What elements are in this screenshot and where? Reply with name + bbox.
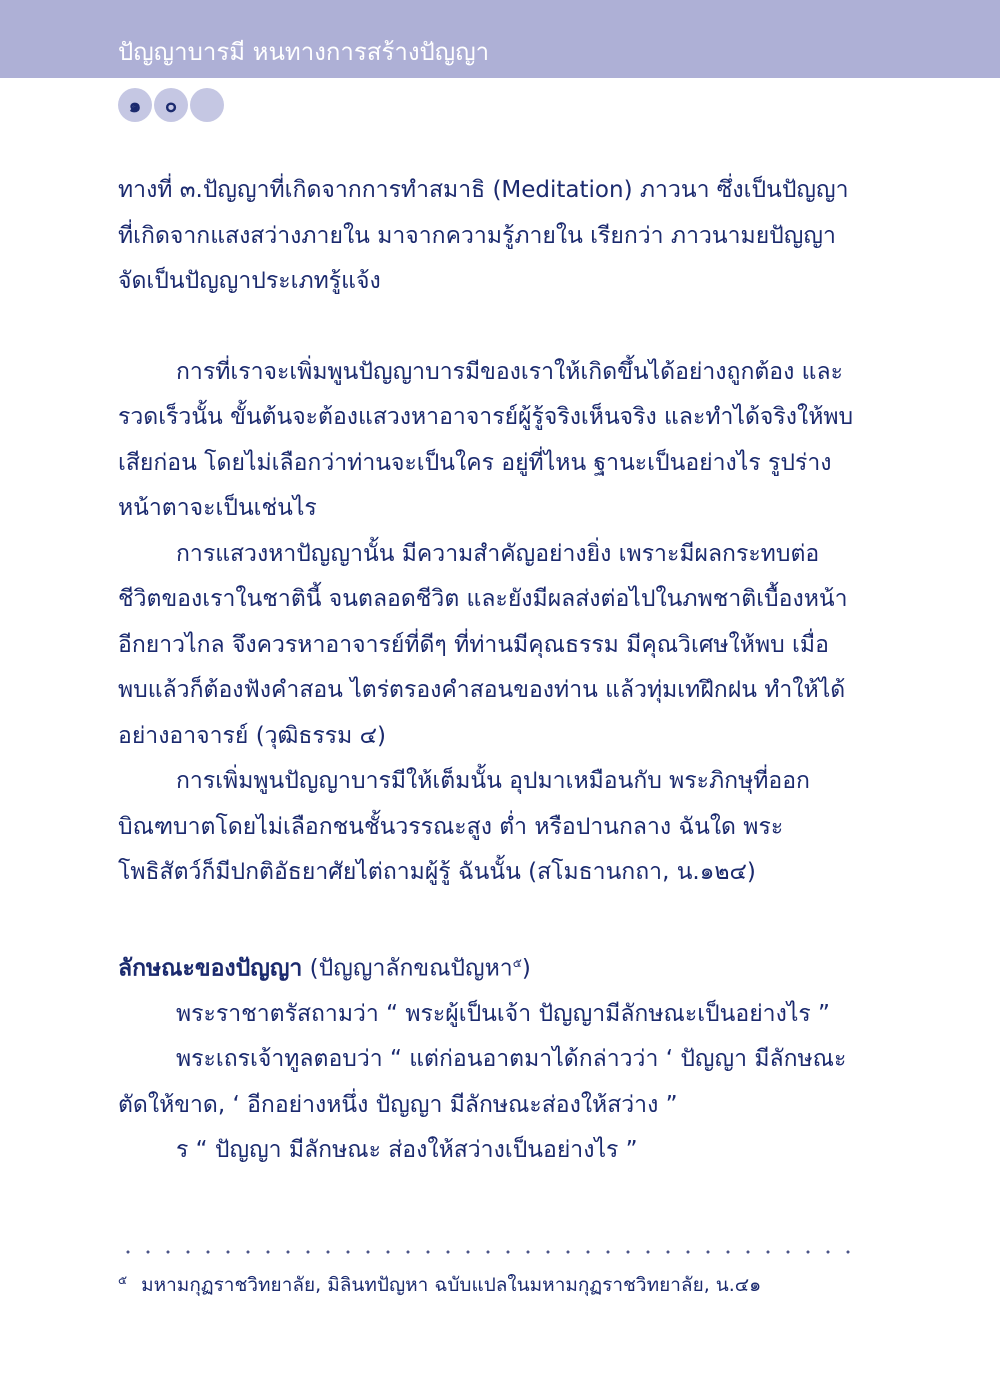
footnote — [118, 1270, 878, 1300]
page-digit: ๐ — [154, 88, 188, 122]
section-heading — [118, 941, 858, 992]
footnote-text: มหามกุฏราชวิทยาลัย, มิลินทปัญหา ฉบับแปลในมหามกุฏราชวิทยาลัย, น.๔๑ — [141, 1274, 762, 1296]
page-digit-decor — [190, 88, 224, 122]
footnote-separator — [118, 1250, 858, 1254]
footnote-ref: ๕ — [512, 955, 522, 970]
header-band — [0, 0, 1000, 78]
main-text — [118, 168, 858, 1174]
paragraph-path-three: ทางที่ ๓.ปัญญาที่เกิดจากการทำสมาธิ (Meditation) ภาวนา ซึ่งเป็นปัญญา ที่เกิดจากแสงสว่างภายใน มาจากความรู้ภายใน เรียกว่า ภาวนามยปัญญา จัดเป็นปัญญาประเภทรู้แจ้ง — [118, 177, 849, 294]
page-digit: ๑ — [118, 88, 152, 122]
heading-subtitle: (ปัญญาลักขณปัญหา — [302, 955, 513, 982]
book-title: ปัญญาบารมี หนทางการสร้างปัญญา — [118, 38, 490, 66]
paragraph-teacher: การที่เราจะเพิ่มพูนปัญญาบารมีของเราให้เกิดขึ้นได้อย่างถูกต้อง และรวดเร็วนั้น ขั้นต้นจะต้องแสวงหาอาจารย์ผู้รู้จริงเห็นจริง และทำได้จริงให้พบเสียก่อน โดยไม่เลือกว่าท่านจะเป็นใคร อยู่ที่ไหน ฐานะเป็นอย่างไร รูปร่างหน้าตาจะเป็นเช่นไร — [118, 358, 854, 521]
footnote-mark: ๕ — [118, 1272, 128, 1287]
paragraph-seeking-wisdom: การแสวงหาปัญญานั้น มีความสำคัญอย่างยิ่ง เพราะมีผลกระทบต่อชีวิตของเราในชาตินี้ จนตลอดชีวิต และยังมีผลส่งต่อไปในภพชาติเบื้องหน้าอีกยาวไกล จึงควรหาอาจารย์ที่ดีๆ ที่ท่านมีคุณธรรม มีคุณวิเศษให้พบ เมื่อพบแล้วก็ต้องฟังคำสอน ไตร่ตรองคำสอนของท่าน แล้วทุ่มเทฝึกฝน ทำให้ได้อย่างอาจารย์ (วุฒิธรรม ๔) — [118, 540, 848, 749]
heading-close: ) — [521, 955, 531, 982]
page-number — [118, 88, 224, 122]
heading-bold-text: ลักษณะของปัญญา — [118, 955, 303, 982]
dialogue-king: พระราชาตรัสถามว่า “ พระผู้เป็นเจ้า ปัญญามีลักษณะเป็นอย่างไร ” — [176, 1000, 830, 1027]
dialogue-question: ร “ ปัญญา มีลักษณะ ส่องให้สว่างเป็นอย่างไร ” — [176, 1137, 638, 1164]
paragraph-monk-analogy: การเพิ่มพูนปัญญาบารมีให้เต็มนั้น อุปมาเหมือนกับ พระภิกษุที่ออกบิณฑบาตโดยไม่เลือกชนชั้นวรรณะสูง ต่ำ หรือปานกลาง ฉันใด พระโพธิสัตว์ก็มีปกติอัธยาศัยไต่ถามผู้รู้ ฉันนั้น (สโมธานกถา, น.๑๒๔) — [118, 768, 810, 885]
dialogue-elder: พระเถรเจ้าทูลตอบว่า “ แต่ก่อนอาตมาได้กล่าวว่า ‘ ปัญญา มีลักษณะตัดให้ขาด, ‘ อีกอย่างหนึ่ง ปัญญา มีลักษณะส่องให้สว่าง ” — [118, 1046, 847, 1118]
